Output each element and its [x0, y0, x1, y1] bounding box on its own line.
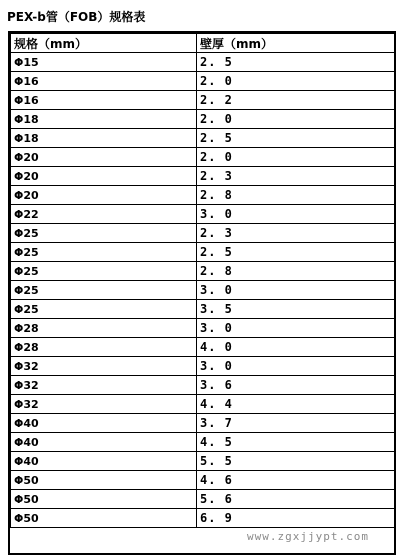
cell-wall-thickness: 2. 2	[197, 91, 395, 110]
cell-spec: Φ25	[11, 281, 197, 300]
cell-spec: Φ15	[11, 53, 197, 72]
cell-spec: Φ50	[11, 490, 197, 509]
table-row	[11, 300, 395, 319]
cell-wall-thickness: 2. 5	[197, 129, 395, 148]
cell-wall-thickness: 3. 0	[197, 319, 395, 338]
cell-wall-thickness: 4. 0	[197, 338, 395, 357]
cell-wall-thickness: 2. 5	[197, 243, 395, 262]
cell-wall-thickness: 2. 3	[197, 224, 395, 243]
cell-spec: Φ50	[11, 509, 197, 528]
table-row	[11, 243, 395, 262]
cell-wall-thickness: 4. 5	[197, 433, 395, 452]
cell-wall-thickness: 6. 9	[197, 509, 395, 528]
cell-wall-thickness: 2. 8	[197, 262, 395, 281]
spec-table	[10, 33, 395, 528]
cell-wall-thickness: 3. 5	[197, 300, 395, 319]
cell-wall-thickness: 3. 7	[197, 414, 395, 433]
cell-wall-thickness: 2. 0	[197, 72, 395, 91]
cell-spec: Φ25	[11, 262, 197, 281]
table-row	[11, 110, 395, 129]
table-row	[11, 281, 395, 300]
cell-wall-thickness: 5. 6	[197, 490, 395, 509]
cell-spec: Φ25	[11, 224, 197, 243]
watermark: www.zgxjjypt.com	[247, 530, 369, 543]
cell-spec: Φ16	[11, 72, 197, 91]
cell-wall-thickness: 4. 6	[197, 471, 395, 490]
header-wall-thickness: 壁厚（mm）	[197, 34, 395, 53]
cell-wall-thickness: 3. 0	[197, 357, 395, 376]
cell-spec: Φ50	[11, 471, 197, 490]
cell-spec: Φ20	[11, 148, 197, 167]
table-row	[11, 319, 395, 338]
cell-wall-thickness: 5. 5	[197, 452, 395, 471]
cell-wall-thickness: 3. 0	[197, 281, 395, 300]
table-row	[11, 91, 395, 110]
table-row	[11, 395, 395, 414]
cell-spec: Φ40	[11, 414, 197, 433]
cell-wall-thickness: 2. 0	[197, 148, 395, 167]
cell-wall-thickness: 2. 5	[197, 53, 395, 72]
spec-table-frame	[8, 31, 396, 555]
table-row	[11, 433, 395, 452]
cell-spec: Φ32	[11, 395, 197, 414]
table-row	[11, 338, 395, 357]
table-row	[11, 490, 395, 509]
cell-spec: Φ18	[11, 110, 197, 129]
cell-wall-thickness: 2. 3	[197, 167, 395, 186]
page-title: PEX-b管（FOB）规格表	[7, 10, 146, 24]
table-row	[11, 53, 395, 72]
cell-spec: Φ20	[11, 186, 197, 205]
table-row	[11, 471, 395, 490]
cell-spec: Φ32	[11, 376, 197, 395]
cell-spec: Φ28	[11, 338, 197, 357]
table-row	[11, 186, 395, 205]
header-spec: 规格（mm）	[11, 34, 197, 53]
cell-spec: Φ22	[11, 205, 197, 224]
cell-spec: Φ32	[11, 357, 197, 376]
cell-wall-thickness: 2. 8	[197, 186, 395, 205]
cell-spec: Φ40	[11, 433, 197, 452]
cell-wall-thickness: 4. 4	[197, 395, 395, 414]
cell-spec: Φ16	[11, 91, 197, 110]
cell-spec: Φ28	[11, 319, 197, 338]
cell-spec: Φ40	[11, 452, 197, 471]
table-row	[11, 148, 395, 167]
table-row	[11, 205, 395, 224]
table-row	[11, 72, 395, 91]
table-row	[11, 224, 395, 243]
table-row	[11, 376, 395, 395]
cell-wall-thickness: 3. 0	[197, 205, 395, 224]
cell-spec: Φ25	[11, 300, 197, 319]
table-row	[11, 129, 395, 148]
table-row	[11, 509, 395, 528]
table-row	[11, 414, 395, 433]
cell-wall-thickness: 3. 6	[197, 376, 395, 395]
cell-spec: Φ20	[11, 167, 197, 186]
cell-spec: Φ18	[11, 129, 197, 148]
table-body	[11, 53, 395, 528]
table-header-row	[11, 34, 395, 53]
table-row	[11, 357, 395, 376]
table-row	[11, 452, 395, 471]
cell-wall-thickness: 2. 0	[197, 110, 395, 129]
table-row	[11, 167, 395, 186]
cell-spec: Φ25	[11, 243, 197, 262]
table-row	[11, 262, 395, 281]
